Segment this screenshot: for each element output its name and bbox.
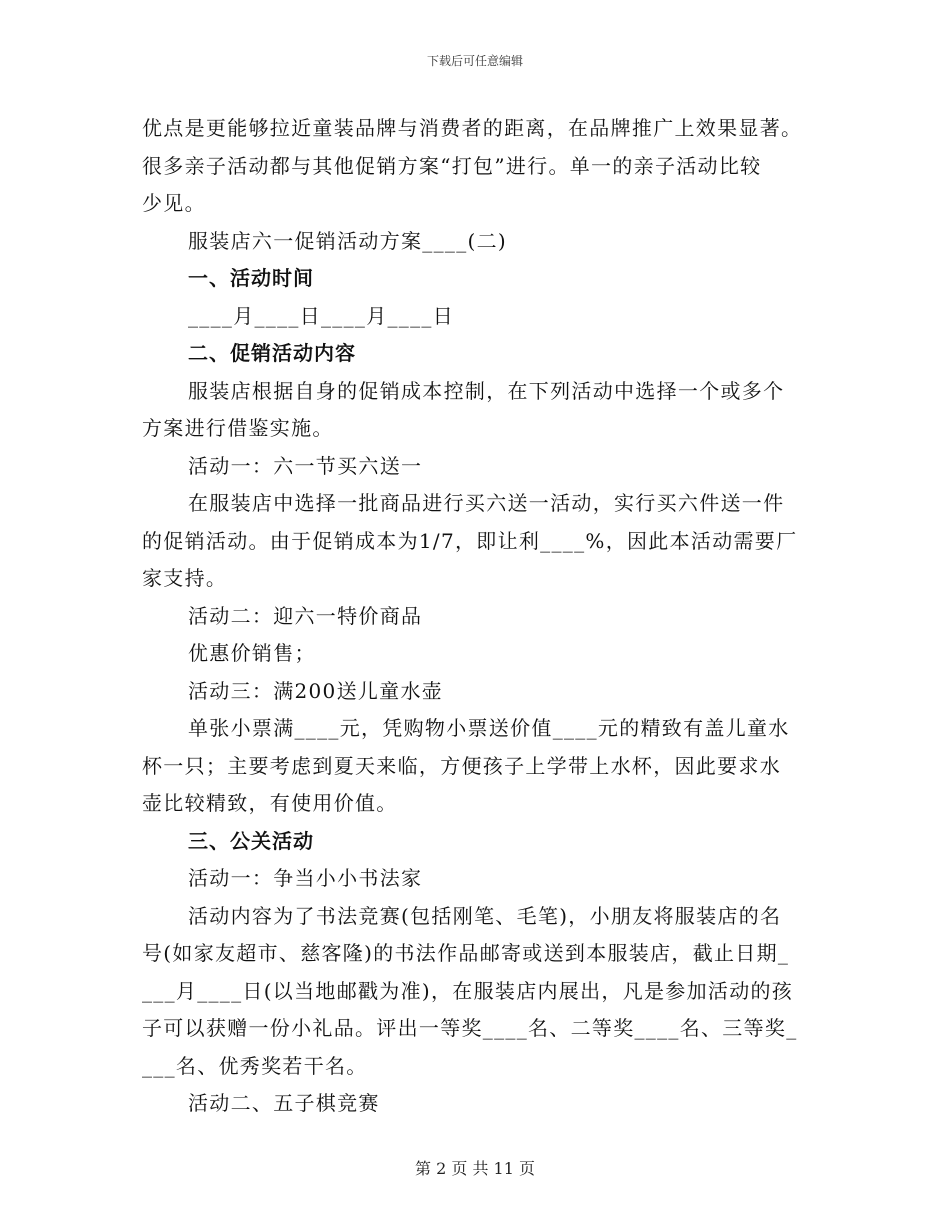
paragraph-line: 壶比较精致，有使用价值。	[142, 791, 398, 815]
paragraph-line: 子可以获赠一份小礼品。评出一等奖____名、二等奖____名、三等奖_	[142, 1016, 798, 1040]
paragraph-line: 活动内容为了书法竞赛(包括刚笔、毛笔)，小朋友将服装店的名	[188, 903, 782, 928]
heading-public-relations: 三、公关活动	[188, 828, 314, 853]
paragraph-line: 优惠价销售；	[188, 641, 316, 665]
section-subtitle: 服装店六一促销活动方案____(二)	[188, 228, 508, 253]
paragraph-line: 在服装店中选择一批商品进行买六送一活动，实行买六件送一件	[188, 491, 785, 515]
activity-title: 活动二：迎六一特价商品	[188, 603, 423, 628]
activity-date-line: ____月____日____月____日	[188, 303, 454, 328]
activity-title: 活动二、五子棋竞赛	[188, 1091, 380, 1115]
heading-promotion-content: 二、促销活动内容	[188, 341, 356, 365]
paragraph-line: ___月____日(以当地邮戳为准)，在服装店内展出，凡是参加活动的孩	[142, 978, 794, 1003]
activity-title: 活动三：满200送儿童水壶	[188, 678, 444, 703]
activity-title: 活动一：争当小小书法家	[188, 866, 423, 890]
page-header: 下载后可任意编辑	[426, 54, 523, 68]
paragraph-line: 的促销活动。由于促销成本为1/7，即让利____%，因此本活动需要厂	[142, 528, 798, 553]
paragraph-line: 杯一只；主要考虑到夏天来临，方便孩子上学带上水杯，因此要求水	[142, 753, 781, 778]
document-body	[142, 110, 808, 1123]
paragraph-line: 少见。	[142, 191, 206, 215]
paragraph-line: 服装店根据自身的促销成本控制，在下列活动中选择一个或多个	[188, 378, 785, 403]
activity-title: 活动一：六一节买六送一	[188, 453, 423, 478]
paragraph-line: 优点是更能够拉近童装品牌与消费者的距离，在品牌推广上效果显著。	[142, 116, 803, 140]
heading-activity-time: 一、活动时间	[188, 266, 314, 290]
paragraph-line: 号(如家友超市、慈客隆)的书法作品邮寄或送到本服装店，截止日期_	[142, 941, 790, 965]
paragraph-line: ___名、优秀奖若干名。	[142, 1053, 368, 1078]
paragraph-line: 方案进行借鉴实施。	[142, 416, 334, 440]
paragraph-line: 家支持。	[142, 566, 228, 590]
page-number-footer: 第 2 页 共 11 页	[415, 1159, 535, 1178]
paragraph-line: 很多亲子活动都与其他促销方案“打包”进行。单一的亲子活动比较	[142, 153, 762, 178]
paragraph-line: 单张小票满____元，凭购物小票送价值____元的精致有盖儿童水	[188, 716, 790, 740]
